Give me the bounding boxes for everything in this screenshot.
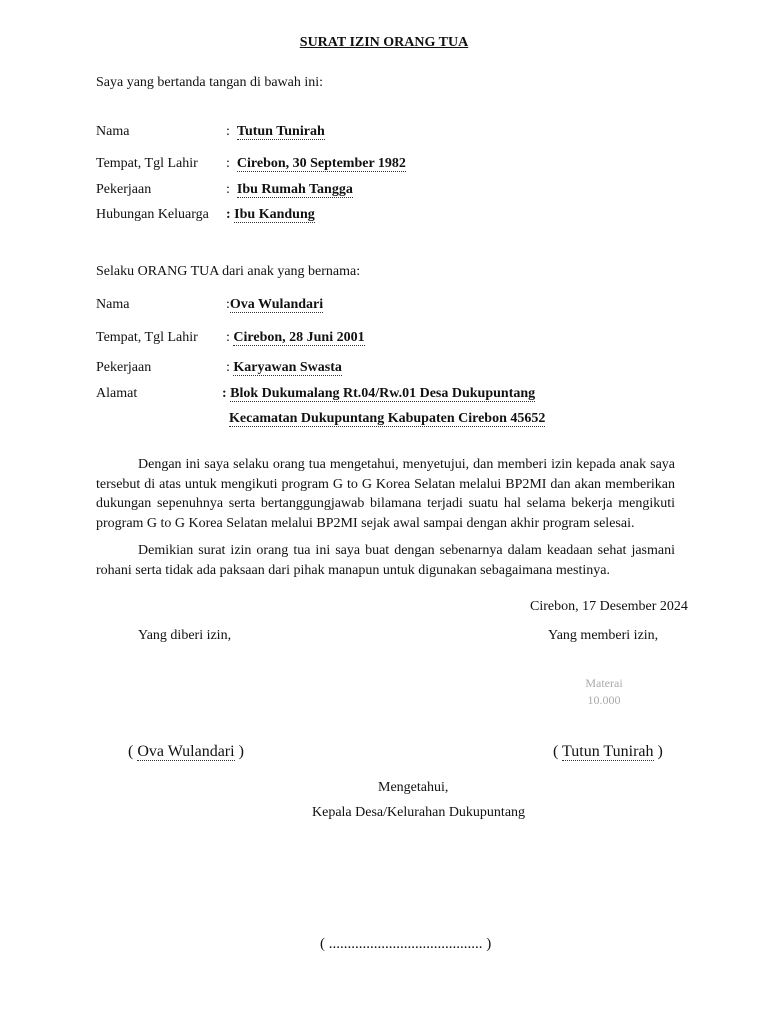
child-birth-row	[226, 330, 365, 346]
child-address-row	[222, 386, 535, 402]
close-paren: )	[238, 743, 244, 760]
parent-job-row	[226, 182, 353, 198]
parent-relation-value: Ibu Kandung	[234, 207, 315, 222]
colon: :	[226, 360, 230, 375]
child-job-label: Pekerjaan	[96, 360, 152, 375]
child-birth-label: Tempat, Tgl Lahir	[96, 330, 198, 345]
left-signature-name	[128, 743, 244, 761]
parent-birth-label: Tempat, Tgl Lahir	[96, 156, 198, 171]
left-signature-label: Yang diberi izin,	[138, 628, 232, 643]
child-address-line1: Blok Dukumalang Rt.04/Rw.01 Desa Dukupuntang	[230, 386, 536, 401]
body-paragraph-2-text: Demikian surat izin orang tua ini saya buat dengan sebenarnya dalam keadaan sehat jasmani rohani serta tidak ada paksaan dari pihak manapun untuk digunakan sebagaimana mestinya.	[96, 543, 675, 578]
colon: :	[226, 156, 230, 171]
village-head-signature-placeholder: ( ......................................... )	[320, 936, 492, 952]
close-paren: )	[657, 743, 663, 760]
parent-relation-label: Hubungan Keluarga	[96, 207, 209, 222]
right-signature-label: Yang memberi izin,	[548, 628, 659, 643]
child-name-value: Ova Wulandari	[229, 297, 324, 312]
right-signature-name-text: Tutun Tunirah	[562, 743, 654, 760]
body-paragraph-2	[96, 541, 675, 580]
colon: :	[226, 297, 230, 312]
colon: :	[226, 124, 230, 139]
child-intro-text: Selaku ORANG TUA dari anak yang bernama:	[96, 264, 361, 279]
body-paragraph-1	[96, 455, 675, 533]
parent-name-label: Nama	[96, 124, 130, 139]
acknowledge-label: Mengetahui,	[378, 780, 449, 795]
left-signature-name-text: Ova Wulandari	[137, 743, 235, 760]
child-address-row-2	[229, 411, 545, 427]
place-date: Cirebon, 17 Desember 2024	[530, 599, 688, 614]
parent-job-label: Pekerjaan	[96, 182, 152, 197]
colon: :	[226, 182, 230, 197]
child-name-label: Nama	[96, 297, 130, 312]
open-paren: (	[128, 743, 134, 760]
open-paren: (	[553, 743, 559, 760]
child-birth-value: Cirebon, 28 Juni 2001	[233, 330, 365, 345]
village-head-label: Kepala Desa/Kelurahan Dukupuntang	[312, 805, 526, 820]
child-address-label: Alamat	[96, 386, 138, 401]
parent-relation-row	[226, 207, 315, 223]
child-name-row	[226, 297, 323, 313]
materai-stamp	[574, 675, 634, 709]
colon: :	[222, 386, 227, 401]
materai-label: Materai	[585, 676, 623, 690]
parent-birth-row	[226, 156, 406, 172]
child-job-row	[226, 360, 342, 376]
materai-value: 10.000	[587, 693, 621, 707]
parent-birth-value: Cirebon, 30 September 1982	[236, 156, 406, 171]
letter-title: SURAT IZIN ORANG TUA	[299, 35, 469, 50]
parent-name-value: Tutun Tunirah	[236, 124, 325, 139]
right-signature-name	[553, 743, 663, 761]
child-job-value: Karyawan Swasta	[233, 360, 342, 375]
colon: :	[226, 330, 230, 345]
intro-text: Saya yang bertanda tangan di bawah ini:	[96, 75, 324, 90]
colon: :	[226, 207, 231, 222]
body-paragraph-1-text: Dengan ini saya selaku orang tua mengetahui, menyetujui, dan memberi izin kepada anak saya tersebut di atas untuk mengikuti program G to G Korea Selatan melalui BP2MI dan akan memberikan dukungan sepenuhnya serta bertanggungjawab bilamana terjadi suatu hal selama bekerja mengikuti program G to G Korea Selatan melalui BP2MI sejak awal sampai dengan akhir program selesai.	[96, 457, 675, 531]
parent-name-row	[226, 124, 325, 140]
parent-job-value: Ibu Rumah Tangga	[236, 182, 353, 197]
child-address-line2: Kecamatan Dukupuntang Kabupaten Cirebon 45652	[229, 411, 546, 426]
